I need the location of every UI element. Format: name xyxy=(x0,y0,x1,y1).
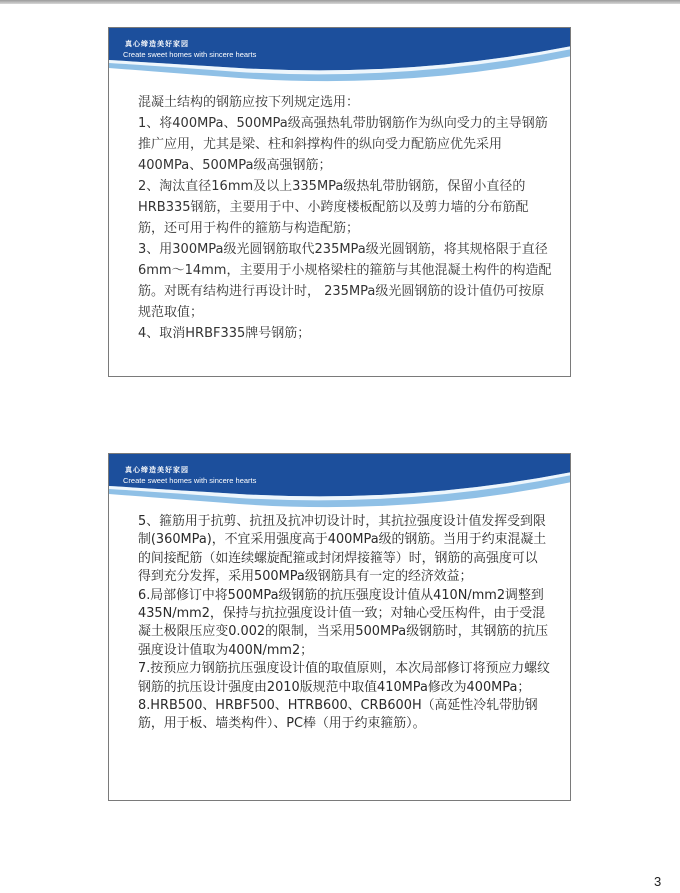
paragraph: 7.按预应力钢筋抗压强度设计值的取值原则，本次局部修订将预应力螺纹钢筋的抗压设计强度由2010版规范中取值410MPa修改为400MPa； xyxy=(138,661,550,695)
top-rule xyxy=(0,0,680,4)
paragraph: 6.局部修订中将500MPa级钢筋的抗压强度设计值从410N/mm2调整到435N/mm2，保持与抗拉强度设计值一致；对轴心受压构件，由于受混凝土极限压应变0.002的限制，当采用500MPa级钢筋时，其钢筋的抗压强度设计值取为400N/mm2； xyxy=(138,587,548,658)
slide-2 xyxy=(108,453,571,801)
page-number: 3 xyxy=(654,874,662,889)
slogan-english: Create sweet homes with sincere hearts xyxy=(123,50,257,59)
slogan-chinese: 真心缔造美好家园 xyxy=(125,466,189,474)
paragraph: 8.HRB500、HRBF500、HTRB600、CRB600H（高延性冷轧带肋钢筋，用于板、墙类构件）、PC棒（用于约束箍筋）。 xyxy=(138,698,538,732)
slogan-english: Create sweet homes with sincere hearts xyxy=(123,476,257,485)
paragraph: 混凝土结构的钢筋应按下列规定选用： xyxy=(138,95,360,110)
paragraph: 5、箍筋用于抗剪、抗扭及抗冲切设计时，其抗拉强度设计值发挥受到限制(360MPa)，不宜采用强度高于400MPa级的钢筋。当用于约束混凝土的间接配筋（如连续螺旋配箍或封闭焊接箍等）时，钢筋的高强度可以得到充分发挥，采用500MPa级钢筋具有一定的经济效益； xyxy=(138,514,547,585)
slogan-chinese: 真心缔造美好家园 xyxy=(125,40,189,48)
slide-body-text xyxy=(138,92,554,344)
paragraph: 3、用300MPa级光圆钢筋取代235MPa级光圆钢筋，将其规格限于直径6mm～14mm，主要用于小规格梁柱的箍筋与其他混凝土构件的构造配筋。对既有结构进行再设计时， 235MPa级光圆钢筋的设计值仍可按原规范取值； xyxy=(138,242,552,320)
slide-1 xyxy=(108,27,571,377)
paragraph: 2、淘汰直径16mm及以上335MPa级热轧带肋钢筋，保留小直径的HRB335钢筋，主要用于中、小跨度楼板配筋以及剪力墙的分布筋配筋，还可用于构件的箍筋与构造配筋； xyxy=(138,179,529,236)
slide-banner xyxy=(109,454,570,514)
slide-body-text xyxy=(138,513,550,734)
slide-banner xyxy=(109,28,570,88)
paragraph: 4、取消HRBF335牌号钢筋； xyxy=(138,326,311,341)
paragraph: 1、将400MPa、500MPa级高强热轧带肋钢筋作为纵向受力的主导钢筋推广应用，尤其是梁、柱和斜撑构件的纵向受力配筋应优先采用400MPa、500MPa级高强钢筋； xyxy=(138,116,548,173)
